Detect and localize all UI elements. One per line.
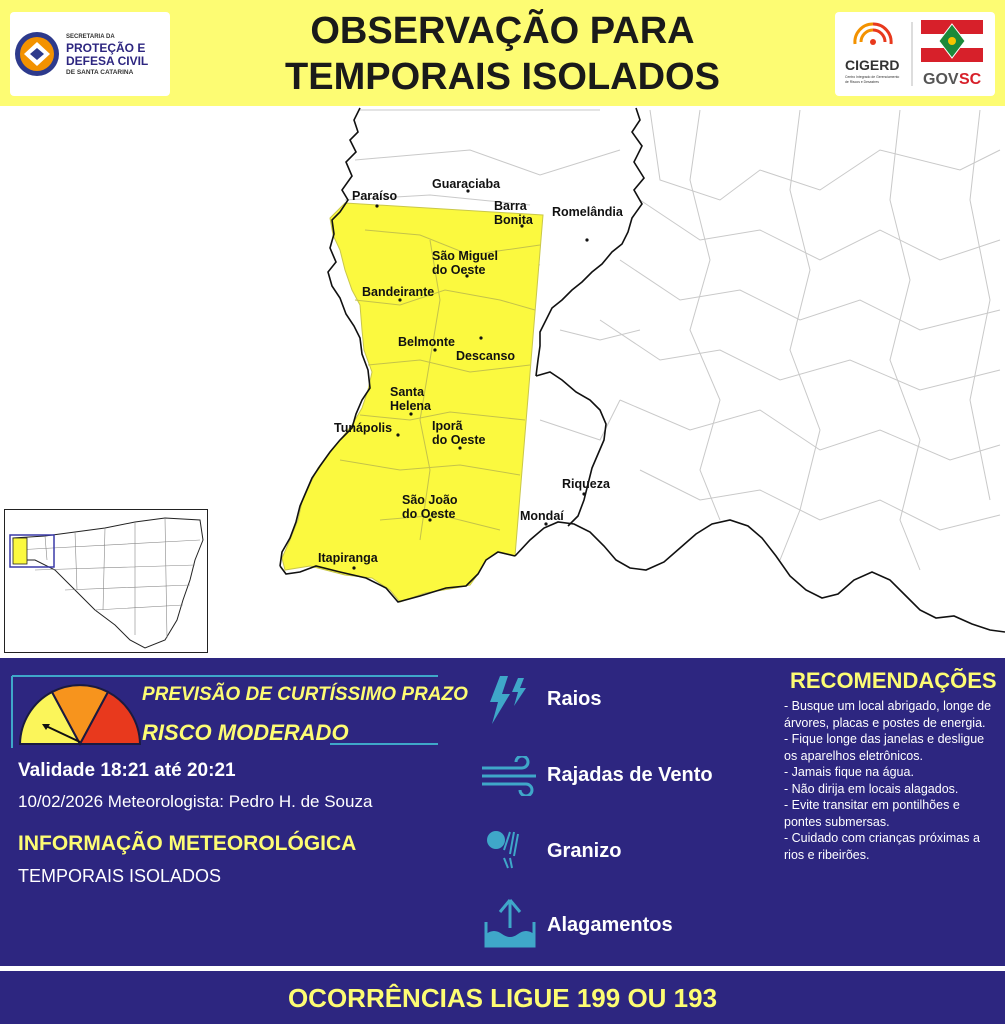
city-label: Romelândia	[552, 205, 623, 219]
info-title: INFORMAÇÃO METEOROLÓGICA	[18, 832, 357, 855]
city-label: do Oeste	[432, 263, 486, 277]
wind-icon	[480, 756, 542, 796]
city-label: Bonita	[494, 213, 533, 227]
city-label: do Oeste	[402, 507, 456, 521]
city-label: Barra	[494, 199, 527, 213]
city-label: Mondaí	[520, 509, 564, 523]
city-marker	[396, 433, 399, 436]
city-label: São João	[402, 493, 458, 507]
city-marker	[479, 336, 482, 339]
city-label: do Oeste	[432, 433, 486, 447]
sc-flag-icon	[921, 20, 983, 62]
date-meteorologist: 10/02/2026 Meteorologista: Pedro H. de Souza	[18, 792, 373, 811]
city-marker	[352, 566, 355, 569]
lightning-icon	[482, 672, 534, 728]
logo-line2: PROTEÇÃO E	[66, 41, 146, 55]
govsc-suffix: SC	[959, 71, 982, 88]
hail-icon	[484, 824, 532, 872]
recommendation-item: - Fique longe das janelas e desligue os aparelhos eletrônicos.	[784, 732, 985, 763]
city-marker	[375, 204, 378, 207]
city-label: Riqueza	[562, 477, 610, 491]
recommendation-item: - Evite transitar em pontilhões e pontes submersas.	[784, 798, 960, 829]
defesa-civil-logo	[10, 12, 170, 96]
footer-text: OCORRÊNCIAS LIGUE 199 OU 193	[287, 983, 718, 1013]
city-label: Bandeirante	[362, 285, 435, 299]
logo-line1: SECRETARIA DA	[66, 34, 115, 40]
hazard-label-raios: Raios	[547, 688, 602, 710]
state-outline	[13, 518, 203, 648]
hazard-label-rajadas: Rajadas de Vento	[547, 764, 713, 786]
forecast-title: PREVISÃO DE CURTÍSSIMO PRAZO	[142, 684, 468, 705]
info-text: TEMPORAIS ISOLADOS	[18, 866, 222, 886]
city-label: São Miguel	[432, 249, 498, 263]
recommendation-item: - Busque um local abrigado, longe de árvores, placas e postes de energia.	[784, 699, 992, 730]
risk-label: RISCO MODERADO	[142, 720, 349, 745]
defesa-civil-emblem-icon	[10, 12, 170, 96]
cigerd-sub2: de Riscos e Desastres	[845, 80, 879, 84]
city-label: Tunápolis	[334, 421, 393, 435]
locator-inset-map	[4, 509, 208, 653]
city-label: Santa	[390, 385, 425, 399]
city-marker	[582, 492, 585, 495]
validity-text: Validade 18:21 até 20:21	[18, 760, 236, 781]
header-bar	[0, 0, 1005, 106]
recommendation-item: - Não dirija em locais alagados.	[784, 781, 959, 796]
cigerd-sub1: Centro Integrado de Gerenciamento	[845, 75, 900, 79]
city-label: Helena	[390, 399, 431, 413]
signal-waves-icon	[855, 24, 891, 45]
hazard-label-alagamentos: Alagamentos	[547, 914, 673, 936]
gauge-dial	[20, 685, 140, 744]
recommendations-title: RECOMENDAÇÕES	[790, 668, 997, 693]
govsc-prefix: GOV	[923, 71, 959, 88]
recommendation-item: - Cuidado com crianças próximas a rios e ribeirões.	[784, 831, 980, 862]
city-label: Paraíso	[352, 189, 398, 203]
city-label: Itapiranga	[318, 551, 378, 565]
page-title	[200, 8, 805, 100]
footer-bar	[0, 966, 1005, 1024]
cigerd-govsc-logos	[835, 12, 995, 96]
logo-line3: DEFESA CIVIL	[66, 54, 149, 68]
city-label: Belmonte	[398, 335, 455, 349]
title-line2: TEMPORAIS ISOLADOS	[285, 56, 720, 98]
inset-alert-area	[13, 538, 27, 564]
city-label: Descanso	[456, 349, 516, 363]
hazard-label-granizo: Granizo	[547, 840, 622, 862]
recommendation-item: - Jamais fique na água.	[784, 765, 914, 779]
city-label: Guaraciaba	[432, 177, 501, 191]
cigerd-name: CIGERD	[845, 57, 900, 73]
city-marker	[585, 238, 588, 241]
logo-line4: DE SANTA CATARINA	[66, 69, 134, 76]
title-line1: OBSERVAÇÃO PARA	[310, 10, 695, 52]
recommendations-list	[784, 698, 994, 863]
flood-icon	[482, 898, 538, 950]
city-label: Iporã	[432, 419, 463, 433]
